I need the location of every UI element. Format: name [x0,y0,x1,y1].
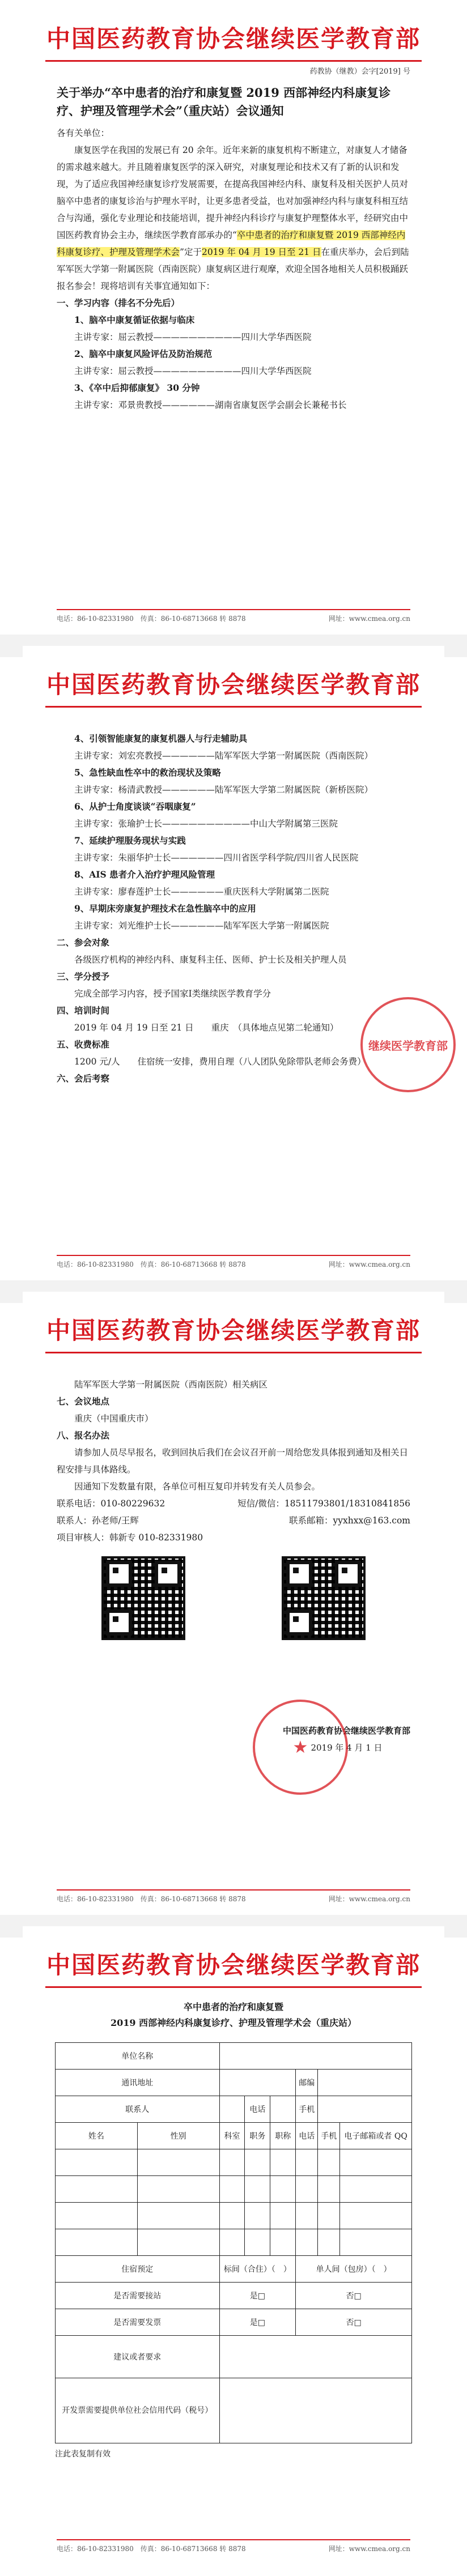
form-cell-mobile[interactable] [318,2096,412,2123]
form-cell-contact[interactable] [219,2096,245,2123]
form-cell[interactable] [245,2149,270,2176]
header-divider [45,1986,422,1988]
form-cell[interactable] [270,2229,296,2256]
form-label: 联系人 [56,2096,220,2123]
venue-text: 重庆（中国重庆市） [74,1413,154,1424]
form-cell[interactable] [56,2229,138,2256]
form-label: 是否需要发票 [56,2309,220,2336]
form-label: 科室 [219,2123,245,2149]
form-cell[interactable] [270,2149,296,2176]
page-3 [23,1292,444,1926]
form-cell[interactable] [270,2203,296,2229]
form-cell[interactable] [245,2203,270,2229]
notice-body [57,125,410,414]
notice-title: 关于举办“卒中患者的治疗和康复暨 2019 西部神经内科康复诊疗、护理及管理学术会”（重庆站）会议通知 [57,86,391,118]
qr-code-icon [101,1556,185,1640]
section-content: 一、学习内容（排名不分先后） [57,297,180,308]
notice-body-3 [57,1376,410,1546]
topic-title: 4、引领智能康复的康复机器人与行走辅助具 [74,733,248,744]
form-cell[interactable] [137,2149,219,2176]
form-label: 性别 [137,2123,219,2149]
contact-row-1: 联系电话：010-80229632 短信/微信：18511793801/18310841856 [57,1498,410,1509]
org-header: 中国医药教育协会继续医学教育部 [46,671,421,699]
form-label: 邮编 [296,2070,318,2096]
form-cell[interactable] [340,2149,412,2176]
notice-body-2 [57,730,410,1087]
seal-star-icon: ★ [292,1737,308,1757]
form-cell-addr[interactable] [219,2070,296,2096]
salutation: 各有关单位： [57,128,110,138]
form-label: 建议或者要求 [56,2336,220,2378]
official-seal [360,997,456,1092]
signature-date: 2019 年 4 月 1 日 [311,1743,383,1753]
org-header: 中国医药教育协会继续医学教育部 [46,1951,421,1979]
form-cell[interactable] [296,2149,318,2176]
form-cell[interactable] [318,2176,340,2203]
topic-title: 5、急性缺血性卒中的救治现状及策略 [74,767,221,778]
org-header: 中国医药教育协会继续医学教育部 [46,1317,421,1344]
form-cell[interactable] [56,2176,138,2203]
form-cell[interactable] [270,2176,296,2203]
topic-speaker: 主讲专家：邓景贵教授——————湖南省康复医学会副会长兼秘书长 [74,400,347,410]
page-2 [23,646,448,1292]
section-participants: 二、参会对象 [57,937,110,948]
intro-highlight: 卒中患者的治疗和康复暨 2019 西部神经内科康复诊疗、护理及管理学术会 [57,230,406,257]
header-divider [45,706,422,708]
room-standard-option[interactable]: 标间（合住）（ ） [219,2256,296,2283]
form-title: 卒中患者的治疗和康复暨 2019 西部神经内科康复诊疗、护理及管理学术会（重庆站） [110,2002,357,2028]
form-label: 开发票需要提供单位社会信用代码（税号） [56,2378,220,2443]
form-cell-tel[interactable] [270,2096,296,2123]
time-text: 2019 年 04 月 19 日至 21 日 重庆 （具体地点见第二轮通知） [74,1023,339,1033]
form-note: 注此表复制有效 [55,2450,111,2459]
seal-label: 继续医学教育部 [368,1038,448,1053]
page-footer: 电话：86-10-82331980 传真：86-10-68713668 转 8878 网址：www.cmea.org.cn [57,1255,410,1269]
header-divider [45,1352,422,1353]
form-cell[interactable] [318,2149,340,2176]
topic-speaker: 主讲专家：朱丽华护士长——————四川省医学科学院/四川省人民医院 [74,853,359,863]
page-footer: 电话：86-10-82331980 传真：86-10-68713668 转 8878 网址：www.cmea.org.cn [57,1889,410,1904]
registration-form [55,2042,412,2443]
topic-title: 1、脑卒中康复循证依据与临床 [74,314,195,325]
page-1 [23,0,444,646]
section-venue: 七、会议地点 [57,1396,110,1407]
topic-title: 8、AIS 患者介入治疗护理风险管理 [74,869,215,880]
form-cell-zip[interactable] [318,2070,412,2096]
form-label: 手机 [296,2096,318,2123]
form-cell[interactable] [296,2203,318,2229]
intro-date: 2019 年 04 月 19 日至 21 日 [201,247,321,257]
page-4 [23,1926,444,2576]
form-label: 是否需要接站 [56,2283,220,2309]
form-label: 手机 [318,2123,340,2149]
form-label: 电话 [245,2096,270,2123]
qr-codes [23,1556,444,1640]
topic-title: 6、从护士角度谈谈“吞咽康复” [74,801,196,812]
visit-text: 陆军军医大学第一附属医院（西南医院）相关病区 [74,1379,268,1390]
section-visit: 六、会后考察 [57,1073,110,1084]
form-cell[interactable] [318,2229,340,2256]
page-footer: 电话：86-10-82331980 传真：86-10-68713668 转 8878 网址：www.cmea.org.cn [57,609,410,623]
form-cell[interactable] [245,2176,270,2203]
topic-speaker: 主讲专家：廖春莲护士长——————重庆医科大学附属第二医院 [74,887,329,897]
form-cell-unit[interactable] [219,2043,411,2070]
topic-speaker: 主讲专家：刘光维护士长——————陆军军医大学第一附属医院 [74,921,329,931]
credit-text: 完成全部学习内容，授予国家Ⅰ类继续医学教育学分 [74,989,271,999]
signup-text-2: 因通知下发数量有限，各单位可相互复印并转发有关人员参会。 [74,1481,321,1492]
form-cell[interactable] [56,2203,138,2229]
form-cell[interactable] [296,2176,318,2203]
contact-row-2: 联系人：孙老师/王辉 联系邮箱：yyxhxx@163.com [57,1515,410,1526]
invoice-yes-option[interactable]: 是□ [219,2309,296,2336]
form-cell[interactable] [56,2149,138,2176]
form-cell-advice[interactable] [219,2336,411,2378]
qr-code-icon [282,1556,366,1640]
topic-speaker: 主讲专家：屈云教授——————————四川大学华西医院 [74,332,312,342]
page-footer: 电话：86-10-82331980 传真：86-10-68713668 转 8878 网址：www.cmea.org.cn [57,2539,410,2553]
participants-text: 各级医疗机构的神经内科、康复科主任、医师、护士长及相关护理人员 [74,955,347,965]
form-label: 住宿预定 [56,2256,220,2283]
form-cell[interactable] [340,2203,412,2229]
org-header: 中国医药教育协会继续医学教育部 [46,25,421,53]
invoice-no-option[interactable]: 否□ [296,2309,412,2336]
topic-title: 2、脑卒中康复风险评估及防治规范 [74,348,213,359]
form-cell[interactable] [137,2229,219,2256]
form-label: 电话 [296,2123,318,2149]
official-seal [253,1700,348,1795]
form-cell[interactable] [296,2229,318,2256]
topic-speaker: 主讲专家：张瑜护士长——————————中山大学附属第三医院 [74,819,338,829]
room-single-option[interactable]: 单人间（包房）（ ） [296,2256,412,2283]
form-cell[interactable] [219,2176,245,2203]
form-label: 单位名称 [56,2043,220,2070]
fee-text: 1200 元/人 住宿统一安排，费用自理（八人团队免除带队老师会务费） [74,1057,366,1067]
topic-title: 7、延续护理服务现状与实践 [74,835,186,846]
form-label: 姓名 [56,2123,138,2149]
section-credit: 三、学分授予 [57,971,110,982]
form-cell[interactable] [219,2229,245,2256]
form-cell[interactable] [219,2203,245,2229]
pickup-no-option[interactable]: 否□ [296,2283,412,2309]
topic-title: 9、早期床旁康复护理技术在急性脑卒中的应用 [74,903,256,914]
form-label: 职称 [270,2123,296,2149]
topic-title: 3、《卒中后抑郁康复》 30 分钟 [74,382,200,393]
form-cell[interactable] [318,2203,340,2229]
form-cell[interactable] [340,2176,412,2203]
form-cell[interactable] [245,2229,270,2256]
topic-speaker: 主讲专家：杨清武教授——————陆军军医大学第二附属医院（新桥医院） [74,785,373,795]
contact-leader: 项目审核人：韩新专 010-82331980 [57,1532,203,1543]
form-label: 电子邮箱或者 QQ [340,2123,412,2149]
section-fee: 五、收费标准 [57,1039,110,1050]
intro-paragraph: 康复医学在我国的发展已有 20 余年。近年来新的康复机构不断建立，对康复人才储备的需求越来越大。并且随着康复医学的深入研究，对康复理论和技术又有了新的认识和发现，为了适应我国神经康复诊疗发展需要，在提高我国神经内科、康复科及相关医护人员对脑卒中患者的康复诊治与护理水平时，让更多患者受益，也对加强神经内科与康复科相互结合与沟通，强化专业理论和技能培训，提升神经内科诊疗与康复护理整体水平，经研究由中国医药教育协会主办，继续医学教育部承办的“卒中患者的治疗和康复暨 2019 西部神经内科康复诊疗、护理及管理学术会”定于2019 年 04 月 19 日至 21 日在重庆举办，会后到陆军军医大学第一附属医院（西南医院）康复病区进行观摩，欢迎全国各地相关人员积极踊跃报名参会！现将培训有关事宜通知如下： [57,145,409,291]
form-cell[interactable] [219,2149,245,2176]
form-label: 职务 [245,2123,270,2149]
form-cell[interactable] [137,2176,219,2203]
pickup-yes-option[interactable]: 是□ [219,2283,296,2309]
form-label: 通讯地址 [56,2070,220,2096]
doc-number: 药教协（继教）会字[2019] 号 [309,67,410,76]
topic-speaker: 主讲专家：屈云教授——————————四川大学华西医院 [74,366,312,376]
form-cell[interactable] [340,2229,412,2256]
section-time: 四、培训时间 [57,1005,110,1016]
topic-speaker: 主讲专家：刘宏亮教授——————陆军军医大学第一附属医院（西南医院） [74,751,373,761]
form-cell[interactable] [137,2203,219,2229]
signup-text-1: 请参加人员尽早报名，收到回执后我们在会议召开前一周给您发具体报到通知及相关日程安排与具体路线。 [57,1447,409,1475]
signature-org: 中国医药教育协会继续医学教育部 [282,1726,410,1736]
form-cell-taxid[interactable] [219,2378,411,2443]
section-signup: 八、报名办法 [57,1430,110,1441]
